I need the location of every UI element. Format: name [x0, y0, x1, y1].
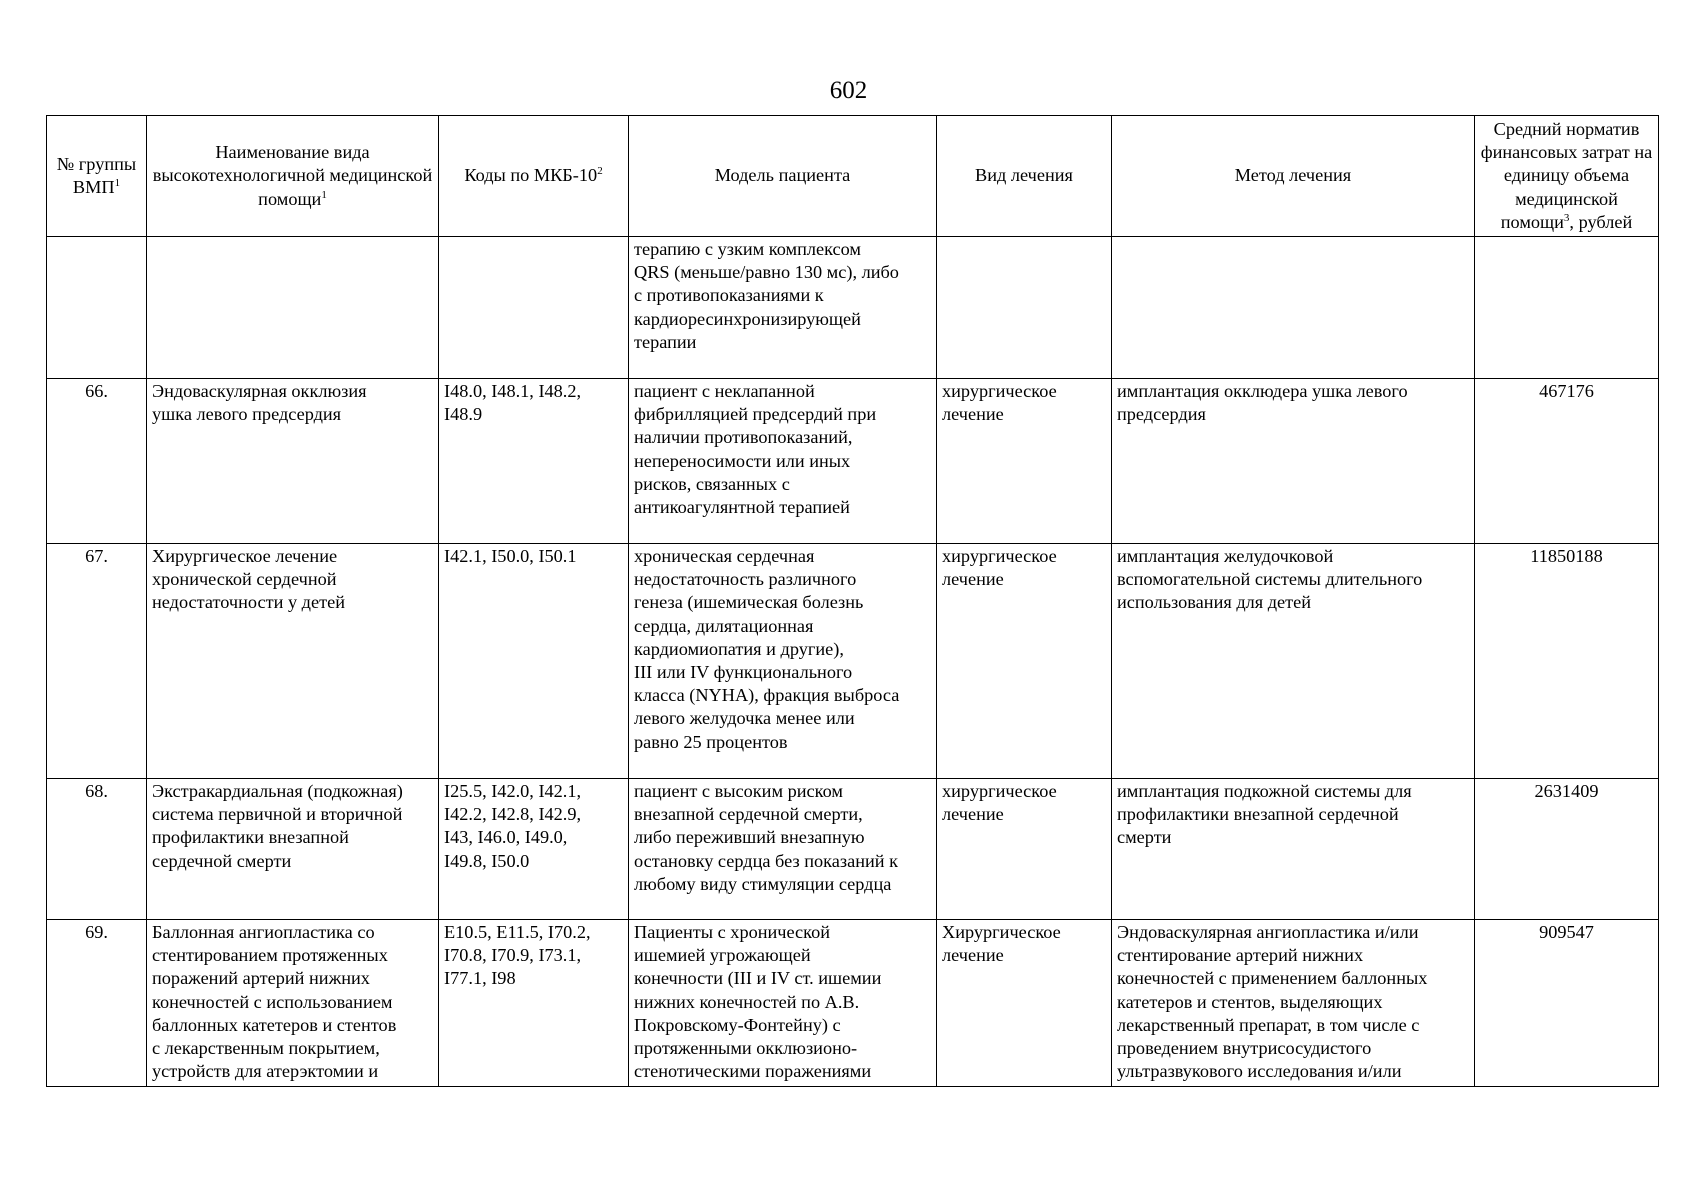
row-codes: I25.5, I42.0, I42.1, I42.2, I42.8, I42.9, I43, I46.0, I49.0, I49.8, I50.0	[439, 779, 629, 920]
row-number	[47, 237, 147, 379]
row-type	[937, 237, 1112, 379]
row-name: Баллонная ангиопластика со стентированием протяженных поражений артерий нижних конечностей с использованием баллонных катетеров и стентов с лекарственным покрытием, устройств для атерэктомии и	[147, 920, 439, 1087]
row-method: имплантация желудочковой вспомогательной системы длительного использования для детей	[1112, 544, 1475, 779]
header-name: Наименование вида высокотехнологичной медицинской помощи$^1$	[147, 116, 439, 237]
table-row	[47, 544, 1659, 779]
row-number: 69.	[47, 920, 147, 1087]
row-method: имплантация окклюдера ушка левого предсердия	[1112, 379, 1475, 544]
table-row	[47, 237, 1659, 379]
header-row	[47, 116, 1659, 237]
row-type: хирургическое лечение	[937, 779, 1112, 920]
row-name: Экстракардиальная (подкожная) система первичной и вторичной профилактики внезапной сердечной смерти	[147, 779, 439, 920]
header-model: Модель пациента	[629, 116, 937, 237]
header-codes: Коды по МКБ-$10^2$	[439, 116, 629, 237]
table-row	[47, 920, 1659, 1087]
header-cost: Средний норматив финансовых затрат на единицу объема медицинской помощи$^3$, рублей	[1475, 116, 1659, 237]
row-method: Эндоваскулярная ангиопластика и/или стентирование артерий нижних конечностей с применением баллонных катетеров и стентов, выделяющих лекарственный препарат, в том числе с проведением внутрисосудистого ультразвукового исследования и/или	[1112, 920, 1475, 1087]
row-cost	[1475, 237, 1659, 379]
page-number: 602	[829, 77, 868, 104]
row-codes: I48.0, I48.1, I48.2, I48.9	[439, 379, 629, 544]
row-cost: 909547	[1475, 920, 1659, 1087]
row-number: 66.	[47, 379, 147, 544]
row-codes: E10.5, E11.5, I70.2, I70.8, I70.9, I73.1, I77.1, I98	[439, 920, 629, 1087]
row-codes	[439, 237, 629, 379]
row-number: 68.	[47, 779, 147, 920]
row-model: пациент с высоким риском внезапной сердечной смерти, либо переживший внезапную остановку сердца без показаний к любому виду стимуляции сердца	[629, 779, 937, 920]
table-row	[47, 779, 1659, 920]
row-type: Хирургическое лечение	[937, 920, 1112, 1087]
row-model: хроническая сердечная недостаточность различного генеза (ишемическая болезнь сердца, дилятационная кардиомиопатия и другие), III или IV функционального класса (NYHA), фракция выброса левого желудочка менее или равно 25 процентов	[629, 544, 937, 779]
header-method: Метод лечения	[1112, 116, 1475, 237]
header-type: Вид лечения	[937, 116, 1112, 237]
row-type: хирургическое лечение	[937, 544, 1112, 779]
table-row	[47, 379, 1659, 544]
row-cost: 2631409	[1475, 779, 1659, 920]
row-model: Пациенты с хронической ишемией угрожающей конечности (III и IV ст. ишемии нижних конечностей по А.В. Покровскому-Фонтейну) с протяженными окклюзионо- стенотическими поражениями	[629, 920, 937, 1087]
row-method	[1112, 237, 1475, 379]
vmp-table	[46, 115, 1659, 1087]
row-name: Эндоваскулярная окклюзия ушка левого предсердия	[147, 379, 439, 544]
row-number: 67.	[47, 544, 147, 779]
row-model: пациент с неклапанной фибрилляцией предсердий при наличии противопоказаний, непереносимости или иных рисков, связанных с антикоагулянтной терапией	[629, 379, 937, 544]
row-codes: I42.1, I50.0, I50.1	[439, 544, 629, 779]
row-cost: 11850188	[1475, 544, 1659, 779]
header-group: № группы ВМП$^1$	[47, 116, 147, 237]
row-name	[147, 237, 439, 379]
row-type: хирургическое лечение	[937, 379, 1112, 544]
row-method: имплантация подкожной системы для профилактики внезапной сердечной смерти	[1112, 779, 1475, 920]
row-name: Хирургическое лечение хронической сердечной недостаточности у детей	[147, 544, 439, 779]
row-model: терапию с узким комплексом QRS (меньше/равно 130 мс), либо с противопоказаниями к кардиоресинхронизирующей терапии	[629, 237, 937, 379]
row-cost: 467176	[1475, 379, 1659, 544]
